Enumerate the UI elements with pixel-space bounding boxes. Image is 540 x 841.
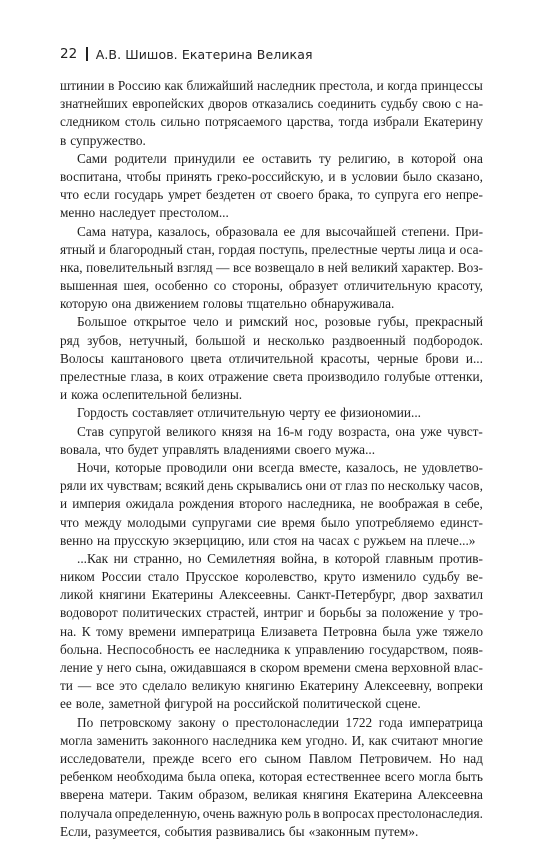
text-line: Большое открытое чело и римский нос, розовые губы, прекрасный <box>77 314 483 330</box>
paragraph <box>60 714 483 841</box>
text-line: По петровскому закону о престолонаследии 1722 года императрица <box>77 714 483 730</box>
text-line: нка, повелительный взгляд — все возвещало в ней великий характер. Воз- <box>60 259 483 275</box>
text-line: и империя ожидала рождения второго наследника, не воображая в себе, <box>60 496 483 512</box>
text-line: вышенная шея, особенно со стороны, образует отличительную красоту, <box>60 278 483 294</box>
text-line: вверена матери. Таким образом, великая княгиня Екатерина Алексеевна <box>60 787 483 803</box>
text-line: штинии в Россию как ближайший наследник престола, и когда принцессы <box>60 78 483 93</box>
paragraph <box>60 459 483 550</box>
paragraph <box>60 313 483 404</box>
paragraph <box>60 150 483 223</box>
text-line: Волосы каштанового цвета отличительной красоты, черные брови и... <box>60 350 483 366</box>
paragraph <box>60 404 483 422</box>
text-line: ятный и благородный стан, гордая поступь, прелестные черты лица и оса- <box>60 241 483 257</box>
text-line: следником столь сильно потрясаемого царства, тогда избрали Екатерину <box>60 114 483 130</box>
text-line: в супружество. <box>60 132 146 148</box>
running-header <box>60 44 313 64</box>
text-line: ление у него сына, ожидавшаяся в скором времени смена верховной влас- <box>60 660 483 675</box>
text-line: ти — все это сделало великую княгиню Екатерину Алексеевну, вопреки <box>60 678 483 694</box>
text-line: Ночи, которые проводили они всегда вместе, казалось, не удовлетво- <box>77 459 483 475</box>
text-line: Став супругой великого князя на 16-м году возраста, она уже чувст- <box>77 423 483 439</box>
text-line: ликой княгини Екатерины Алексеевны. Санкт-Петербург, двор захватил <box>60 587 483 603</box>
text-line: ее воле, заметной фигурой на российской политической сцене. <box>60 696 421 712</box>
paragraph <box>60 223 483 314</box>
paragraph <box>60 423 483 459</box>
text-line: ряли их чувствам; всякий день скрывались они от глаз по нескольку часов, <box>60 478 483 494</box>
text-line: больна. Неспособность ее наследника к управлению государством, появ- <box>60 641 483 657</box>
text-line: Если, разумеется, события развивались бы «законным путем». <box>60 823 419 839</box>
text-line: ником России стало Прусское королевство, круто изменило судьбу ве- <box>60 569 483 585</box>
text-line: что между молодыми супругами сие время было употребляемо единст- <box>60 514 483 530</box>
text-line: Гордость составляет отличительную черту ее физиономии... <box>77 405 422 421</box>
text-line: и кожа ослепительной белизны. <box>60 387 243 403</box>
page-number: 22 <box>60 46 78 62</box>
paragraph <box>60 550 483 714</box>
text-line: Сама натура, казалось, образовала ее для высочайшей степени. При- <box>77 223 483 239</box>
text-line: воспитана, чтобы принять греко-российскую, и в условии было сказано, <box>60 168 483 184</box>
text-line: исследователи, прежде всего его сыном Павлом Петровичем. Но над <box>60 750 483 766</box>
text-line: менно наследует престолом... <box>60 205 229 221</box>
text-line: ребенком необходима была опека, которая естественнее всего могла быть <box>60 769 483 785</box>
text-line: венно на прусскую экзерцицию, или стоя на часах с ружьем на плече...» <box>60 532 476 548</box>
text-line: получала определенную, очень важную роль в вопросах престолонаследия. <box>60 805 483 821</box>
body-text <box>60 77 483 841</box>
text-line: которую она движением головы тщательно обнаруживала. <box>60 296 395 312</box>
header-separator <box>86 47 88 61</box>
text-line: вовала, что будет управлять владениями своего мужа... <box>60 441 376 457</box>
text-line: ...Как ни странно, но Семилетняя война, в которой главным против- <box>77 550 483 566</box>
paragraph <box>60 77 483 150</box>
running-title: А.В. Шишов. Екатерина Великая <box>95 46 313 62</box>
text-line: знатнейших европейских дворов отказались соединить судьбу свою с на- <box>60 96 483 112</box>
text-line: что если государь умрет бездетен от своего брака, то супруга его непре- <box>60 187 483 203</box>
text-line: могла заменить законного наследника кем угодно. И, как считают многие <box>60 732 483 748</box>
text-line: прелестные глаза, в коих отражение света производило голубые оттенки, <box>60 369 483 384</box>
text-line: ряд зубов, нетучный, большой и несколько раздвоенный подбородок. <box>60 332 483 348</box>
text-line: на. К тому времени императрица Елизавета Петровна была уже тяжело <box>60 623 483 639</box>
text-line: водоворот политических страстей, интриг и борьбы за положение у тро- <box>60 605 483 621</box>
text-line: Сами родители принудили ее оставить ту религию, в которой она <box>77 150 483 166</box>
